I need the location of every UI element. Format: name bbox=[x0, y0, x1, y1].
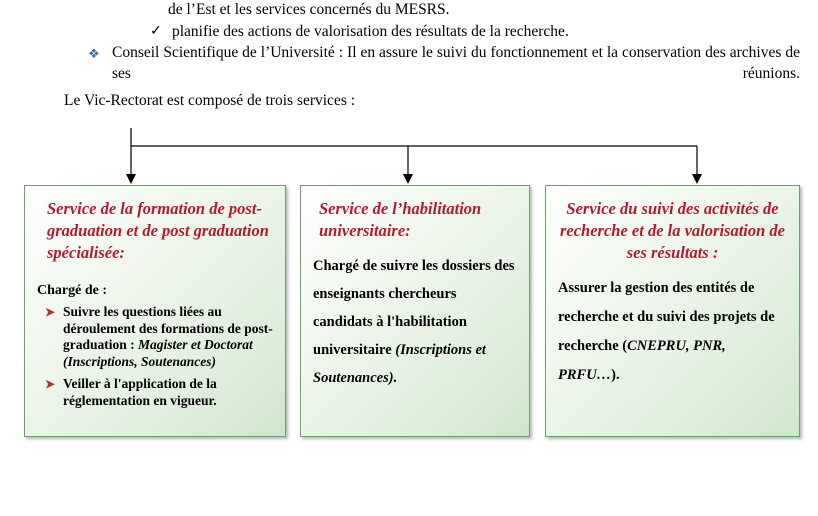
intro-paragraph: Le Vic-Rectorat est composé de trois services : bbox=[64, 92, 356, 109]
bullet-list-item-label: Conseil Scientifique de l’Université : Il en assure le suivi du fonctionnement et la conservation des archives de ses réunions. bbox=[112, 44, 800, 82]
list-item-label: Suivre les questions liées au déroulement des formations de post-graduation : bbox=[63, 304, 273, 352]
box-body-italic: CNEPRU, PNR, PRFU… bbox=[558, 338, 726, 383]
box-body bbox=[558, 274, 787, 390]
arrow-bullet-icon: ➤ bbox=[45, 305, 56, 319]
box-title: Service de l’habilitation universitaire: bbox=[319, 199, 482, 240]
box-title: Service de la formation de post-graduation et de post graduation spécialisée: bbox=[47, 199, 269, 262]
box-body bbox=[313, 252, 517, 392]
arrowhead-2 bbox=[403, 174, 413, 184]
list-item-italic-2: (Inscriptions, Soutenances) bbox=[63, 353, 217, 369]
box-title: Service du suivi des activités de recherche et de la valorisation de ses résultats : bbox=[559, 199, 785, 262]
list-item-label: Veiller à l'application de la réglementation en vigueur. bbox=[63, 376, 217, 408]
diamond-bullet-icon: ❖ bbox=[88, 46, 100, 61]
arrowhead-1 bbox=[126, 174, 136, 184]
box-body-plain-2: ). bbox=[611, 367, 620, 383]
service-box-habilitation bbox=[300, 185, 530, 437]
service-box-post-graduation bbox=[24, 185, 286, 437]
continued-line: de l’Est et les services concernés du MESRS. bbox=[168, 1, 450, 18]
box-body-italic: (Inscriptions et Soutenances). bbox=[313, 342, 486, 386]
list-item bbox=[37, 304, 273, 370]
list-item bbox=[37, 376, 273, 409]
box-body-plain: Chargé de suivre les dossiers des enseignants chercheurs candidats à l'habilitation universitaire bbox=[313, 258, 515, 358]
arrowhead-3 bbox=[692, 174, 702, 184]
box-lead-label: Chargé de : bbox=[37, 283, 107, 298]
arrow-bullet-icon: ➤ bbox=[45, 377, 56, 391]
box-body-plain-1: Assurer la gestion des entités de recherche et du suivi des projets de recherche ( bbox=[558, 280, 775, 354]
service-box-suivi-recherche bbox=[545, 185, 800, 437]
box-sub-list bbox=[37, 304, 273, 409]
check-icon: ✓ bbox=[150, 24, 162, 39]
check-list-item-label: planifie des actions de valorisation des résultats de la recherche. bbox=[172, 23, 569, 40]
list-item-italic-1: Magister et Doctorat bbox=[138, 337, 253, 352]
